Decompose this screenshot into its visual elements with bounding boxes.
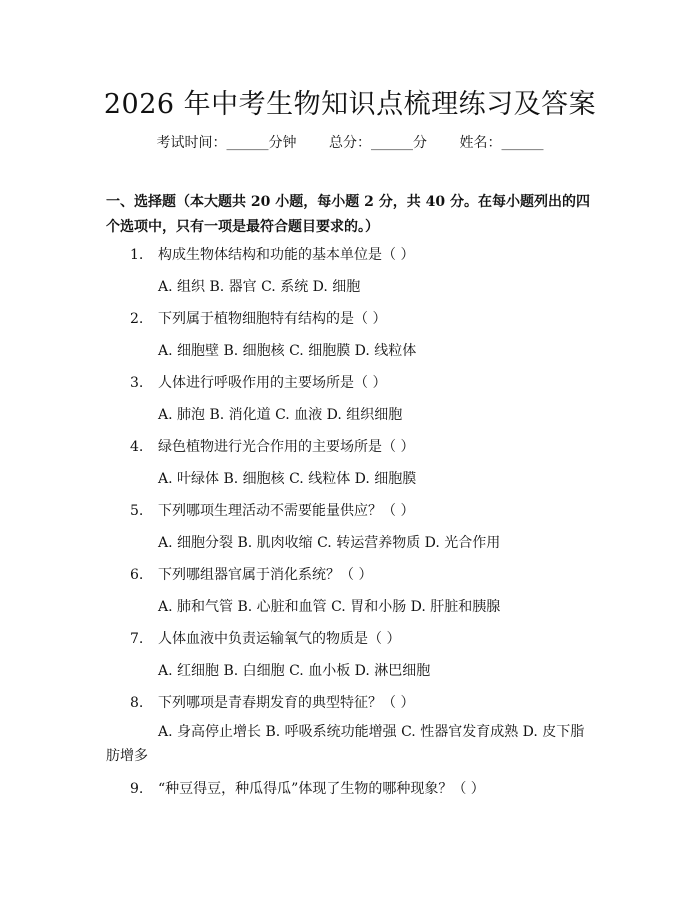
exam-time: 考试时间：______分钟	[156, 135, 297, 151]
question-number: 6.	[130, 567, 144, 583]
question-3	[130, 372, 386, 392]
question-4	[130, 436, 414, 456]
question-2	[130, 308, 386, 328]
question-number: 5.	[130, 503, 144, 519]
question-number: 2.	[130, 311, 144, 327]
section-heading: 一、选择题（本大题共 20 小题，每小题 2 分，共 40 分。在每小题列出的四个选项中，只有一项是最符合题目要求的。）	[106, 194, 590, 235]
question-text: 人体血液中负责运输氧气的物质是（ ）	[158, 631, 401, 647]
question-5-options: A. 细胞分裂 B. 肌肉收缩 C. 转运营养物质 D. 光合作用	[158, 535, 501, 551]
question-text: 下列哪组器官属于消化系统？（ ）	[158, 567, 373, 583]
question-3-options: A. 肺泡 B. 消化道 C. 血液 D. 组织细胞	[158, 407, 403, 423]
question-1	[130, 244, 414, 264]
question-8-options: A. 身高停止增长 B. 呼吸系统功能增强 C. 性器官发育成熟 D. 皮下脂肪增多	[106, 724, 585, 764]
question-6-options: A. 肺和气管 B. 心脏和血管 C. 胃和小肠 D. 肝脏和胰腺	[158, 599, 501, 615]
question-text: 下列哪项生理活动不需要能量供应？（ ）	[158, 503, 415, 519]
question-number: 3.	[130, 375, 144, 391]
question-2-options: A. 细胞壁 B. 细胞核 C. 细胞膜 D. 线粒体	[158, 343, 417, 359]
exam-meta	[0, 132, 700, 152]
question-7	[130, 628, 400, 648]
total-score: 总分：______分	[329, 135, 427, 151]
question-6	[130, 564, 372, 584]
question-1-options: A. 组织 B. 器官 C. 系统 D. 细胞	[158, 279, 361, 295]
question-number: 9.	[130, 781, 144, 797]
question-text: 下列属于植物细胞特有结构的是（ ）	[158, 311, 387, 327]
question-7-options: A. 红细胞 B. 白细胞 C. 血小板 D. 淋巴细胞	[158, 663, 431, 679]
question-number: 8.	[130, 695, 144, 711]
student-name: 姓名：______	[459, 135, 544, 151]
question-8	[130, 692, 414, 712]
question-text: 绿色植物进行光合作用的主要场所是（ ）	[158, 439, 415, 455]
question-text: 下列哪项是青春期发育的典型特征？（ ）	[158, 695, 415, 711]
question-5	[130, 500, 414, 520]
question-number: 7.	[130, 631, 144, 647]
question-4-options: A. 叶绿体 B. 细胞核 C. 线粒体 D. 细胞膜	[158, 471, 417, 487]
question-text: “种豆得豆，种瓜得瓜”体现了生物的哪种现象？（ ）	[158, 781, 485, 797]
question-number: 4.	[130, 439, 144, 455]
page-title: 2026 年中考生物知识点梳理练习及答案	[103, 89, 597, 120]
question-number: 1.	[130, 247, 144, 263]
question-text: 人体进行呼吸作用的主要场所是（ ）	[158, 375, 387, 391]
question-text: 构成生物体结构和功能的基本单位是（ ）	[158, 247, 415, 263]
question-9	[130, 778, 485, 798]
